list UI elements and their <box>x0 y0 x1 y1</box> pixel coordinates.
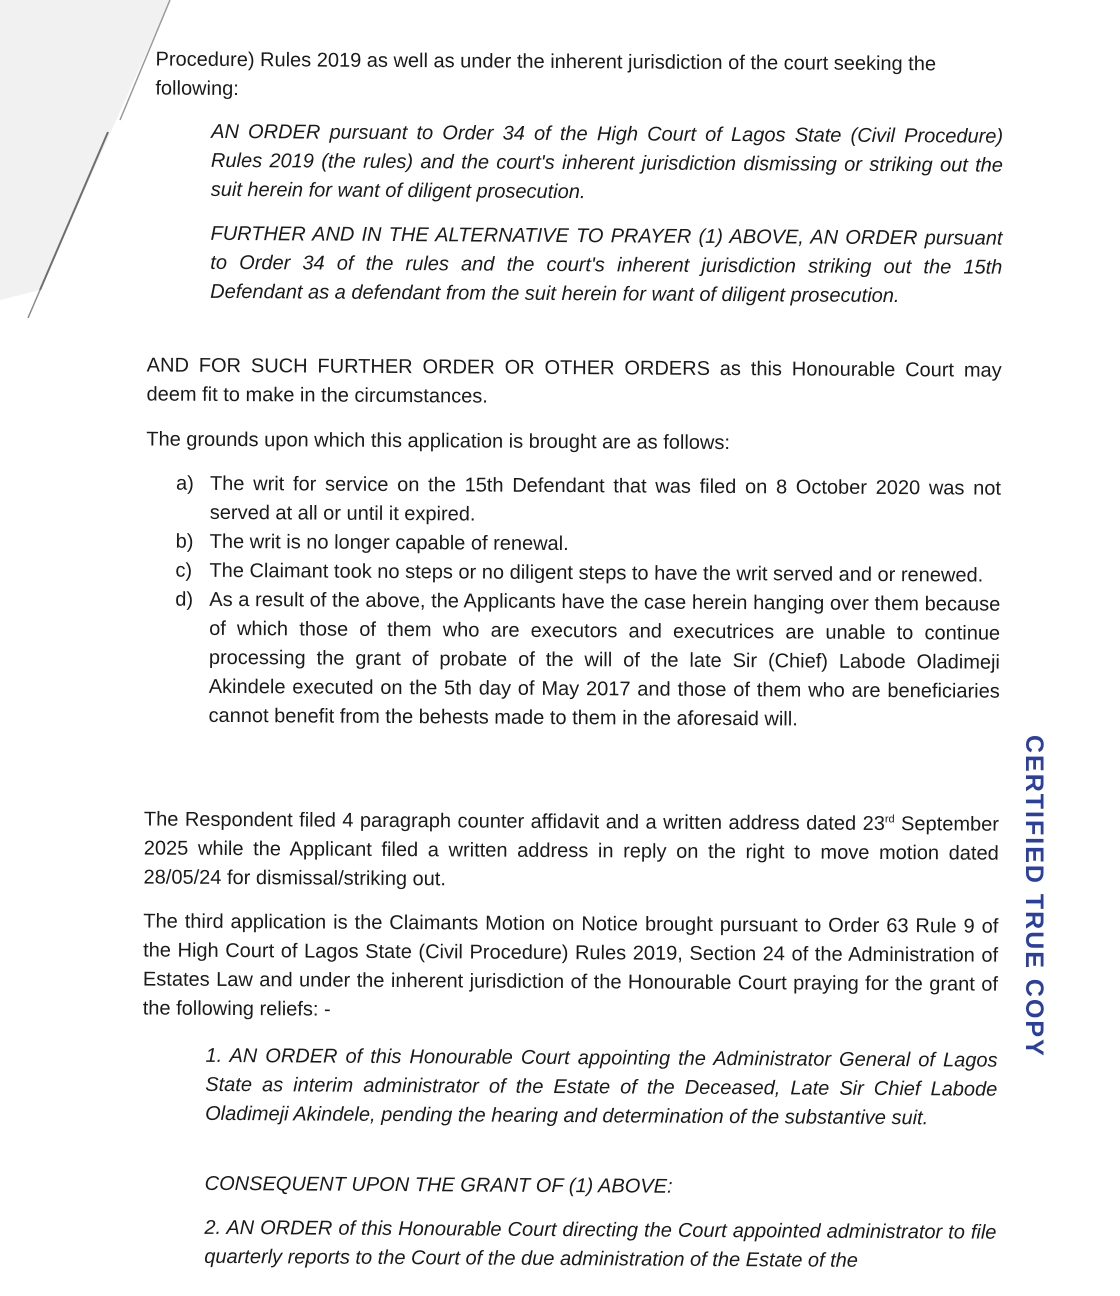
third-application-paragraph: The third application is the Claimants Motion on Notice brought pursuant to Order 63 Rule 9 of the High Court of Lagos State (Civil Procedure) Rules 2019, Section 24 of the Administration of Estates Law and under the inherent jurisdiction of the Honourable Court praying for the grant of the following reliefs: - <box>142 910 999 1021</box>
list-marker: c) <box>175 559 193 582</box>
certified-true-copy-stamp <box>1010 735 1056 1058</box>
intro-paragraph: Procedure) Rules 2019 as well as under the inherent jurisdiction of the court seeking the following: <box>155 48 937 101</box>
stamp-text: CERTIFIED TRUE COPY <box>1020 735 1048 1058</box>
respondent-text-b: September 2025 while the Applicant filed a written address in reply on the right to move motion dated 28/05/24 for dismissal/striking out. <box>143 813 999 891</box>
prayer-1: AN ORDER pursuant to Order 34 of the High Court of Lagos State (Civil Procedure) Rules 2019 (the rules) and the court's inherent jurisdiction dismissing or striking out the suit herein for want of diligent prosecution. <box>210 120 1004 204</box>
relief-2: 2. AN ORDER of this Honourable Court directing the Court appointed administrator to file quarterly reports to the Court of the due administration of the Estate of the <box>204 1216 997 1272</box>
list-item-text: The writ for service on the 15th Defendant that was filed on 8 October 2020 was not served at all or until it expired. <box>209 472 1002 526</box>
list-item-text: As a result of the above, the Applicants have the case herein hanging over them because of which those of them who are executors and executrices are unable to continue processing the grant of probate of the will of the late Sir (Chief) Labode Oladimeji Akindele executed on the 5th day of May 2017 and those of them who are beneficiaries cannot benefit from the behests made to them in the aforesaid will. <box>208 588 1001 731</box>
prayer-2: FURTHER AND IN THE ALTERNATIVE TO PRAYER (1) ABOVE, AN ORDER pursuant to Order 34 of the rules and the court's inherent jurisdiction striking out the 15th Defendant as a defendant from the suit herein for want of diligent prosecution. <box>210 222 1003 308</box>
list-item-text: The writ is no longer capable of renewal. <box>209 530 569 556</box>
consequent-heading: CONSEQUENT UPON THE GRANT OF (1) ABOVE: <box>204 1172 673 1198</box>
list-marker: d) <box>175 588 194 611</box>
further-orders-paragraph: AND FOR SUCH FURTHER ORDER OR OTHER ORDERS as this Honourable Court may deem fit to make in the circumstances. <box>146 354 1002 408</box>
list-marker: b) <box>175 530 194 553</box>
list-item-text: The Claimant took no steps or no diligent steps to have the writ served and or renewed. <box>209 559 984 587</box>
list-item <box>176 470 1001 533</box>
list-marker: a) <box>175 472 194 495</box>
grounds-intro: The grounds upon which this application is brought are as follows: <box>146 428 730 455</box>
ordinal-suffix: rd <box>884 813 895 826</box>
relief-1: 1. AN ORDER of this Honourable Court appointing the Administrator General of Lagos State as interim administrator of the Estate of the Deceased, Late Sir Chief Labode Oladimeji Akindele, pending the hearing and determination of the substantive suit. <box>205 1044 998 1130</box>
grounds-list <box>174 470 1001 736</box>
respondent-paragraph <box>143 805 999 897</box>
respondent-text-a: The Respondent filed 4 paragraph counter affidavit and a written address dated 23 <box>143 808 885 835</box>
list-item <box>174 586 1000 736</box>
